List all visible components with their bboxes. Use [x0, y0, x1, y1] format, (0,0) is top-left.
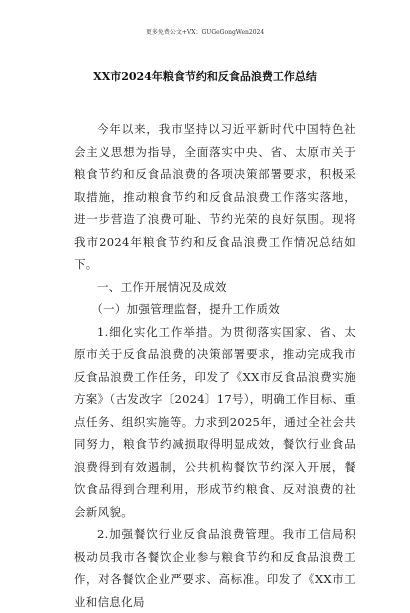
paragraph-item-2: 2.加强餐饮行业反食品浪费管理。我市工信局积极动员我市各餐饮企业参与粮食节约和反食品浪费工作，对各餐饮企业严要求、高标准。印发了《XX市工业和信息化局: [74, 527, 356, 609]
subsection-heading: （一）加强管理监督，提升工作质效: [91, 302, 281, 316]
section-heading: 一、工作开展情况及成效: [97, 279, 227, 294]
document-body: [74, 118, 356, 613]
intro-paragraph: 今年以来，我市坚持以习近平新时代中国特色社会主义思想为指导，全面落实中央、省、太原市关于粮食节约和反食品浪费的各项决策部署要求，积极采取措施，推动粮食节约和反食品浪费工作落实落地，进一步营造了浪费可耻、节约光荣的良好氛围。现将我市2024年粮食节约和反食品浪费工作情况总结如下。: [74, 122, 356, 271]
header-note: 更多免费公文+VX：GUGeGongWen2024: [145, 29, 265, 36]
paragraph-item-1: 1.细化实化工作举措。为贯彻落实国家、省、太原市关于反食品浪费的决策部署要求，推动完成我市反食品浪费工作任务，印发了《XX市反食品浪费实施方案》（古发改字〔2024〕17号），明确工作目标、重点任务、组织实施等。力求到2025年，通过全社会共同努力，粮食节约减损取得明显成效，餐饮行业食品浪费得到有效遏制，公共机构餐饮节约深入开展，餐饮食品得到合理利用，形成节约粮食、反对浪费的社会新风貌。: [74, 324, 356, 519]
document-title: XX市2024年粮食节约和反食品浪费工作总结: [93, 70, 317, 83]
